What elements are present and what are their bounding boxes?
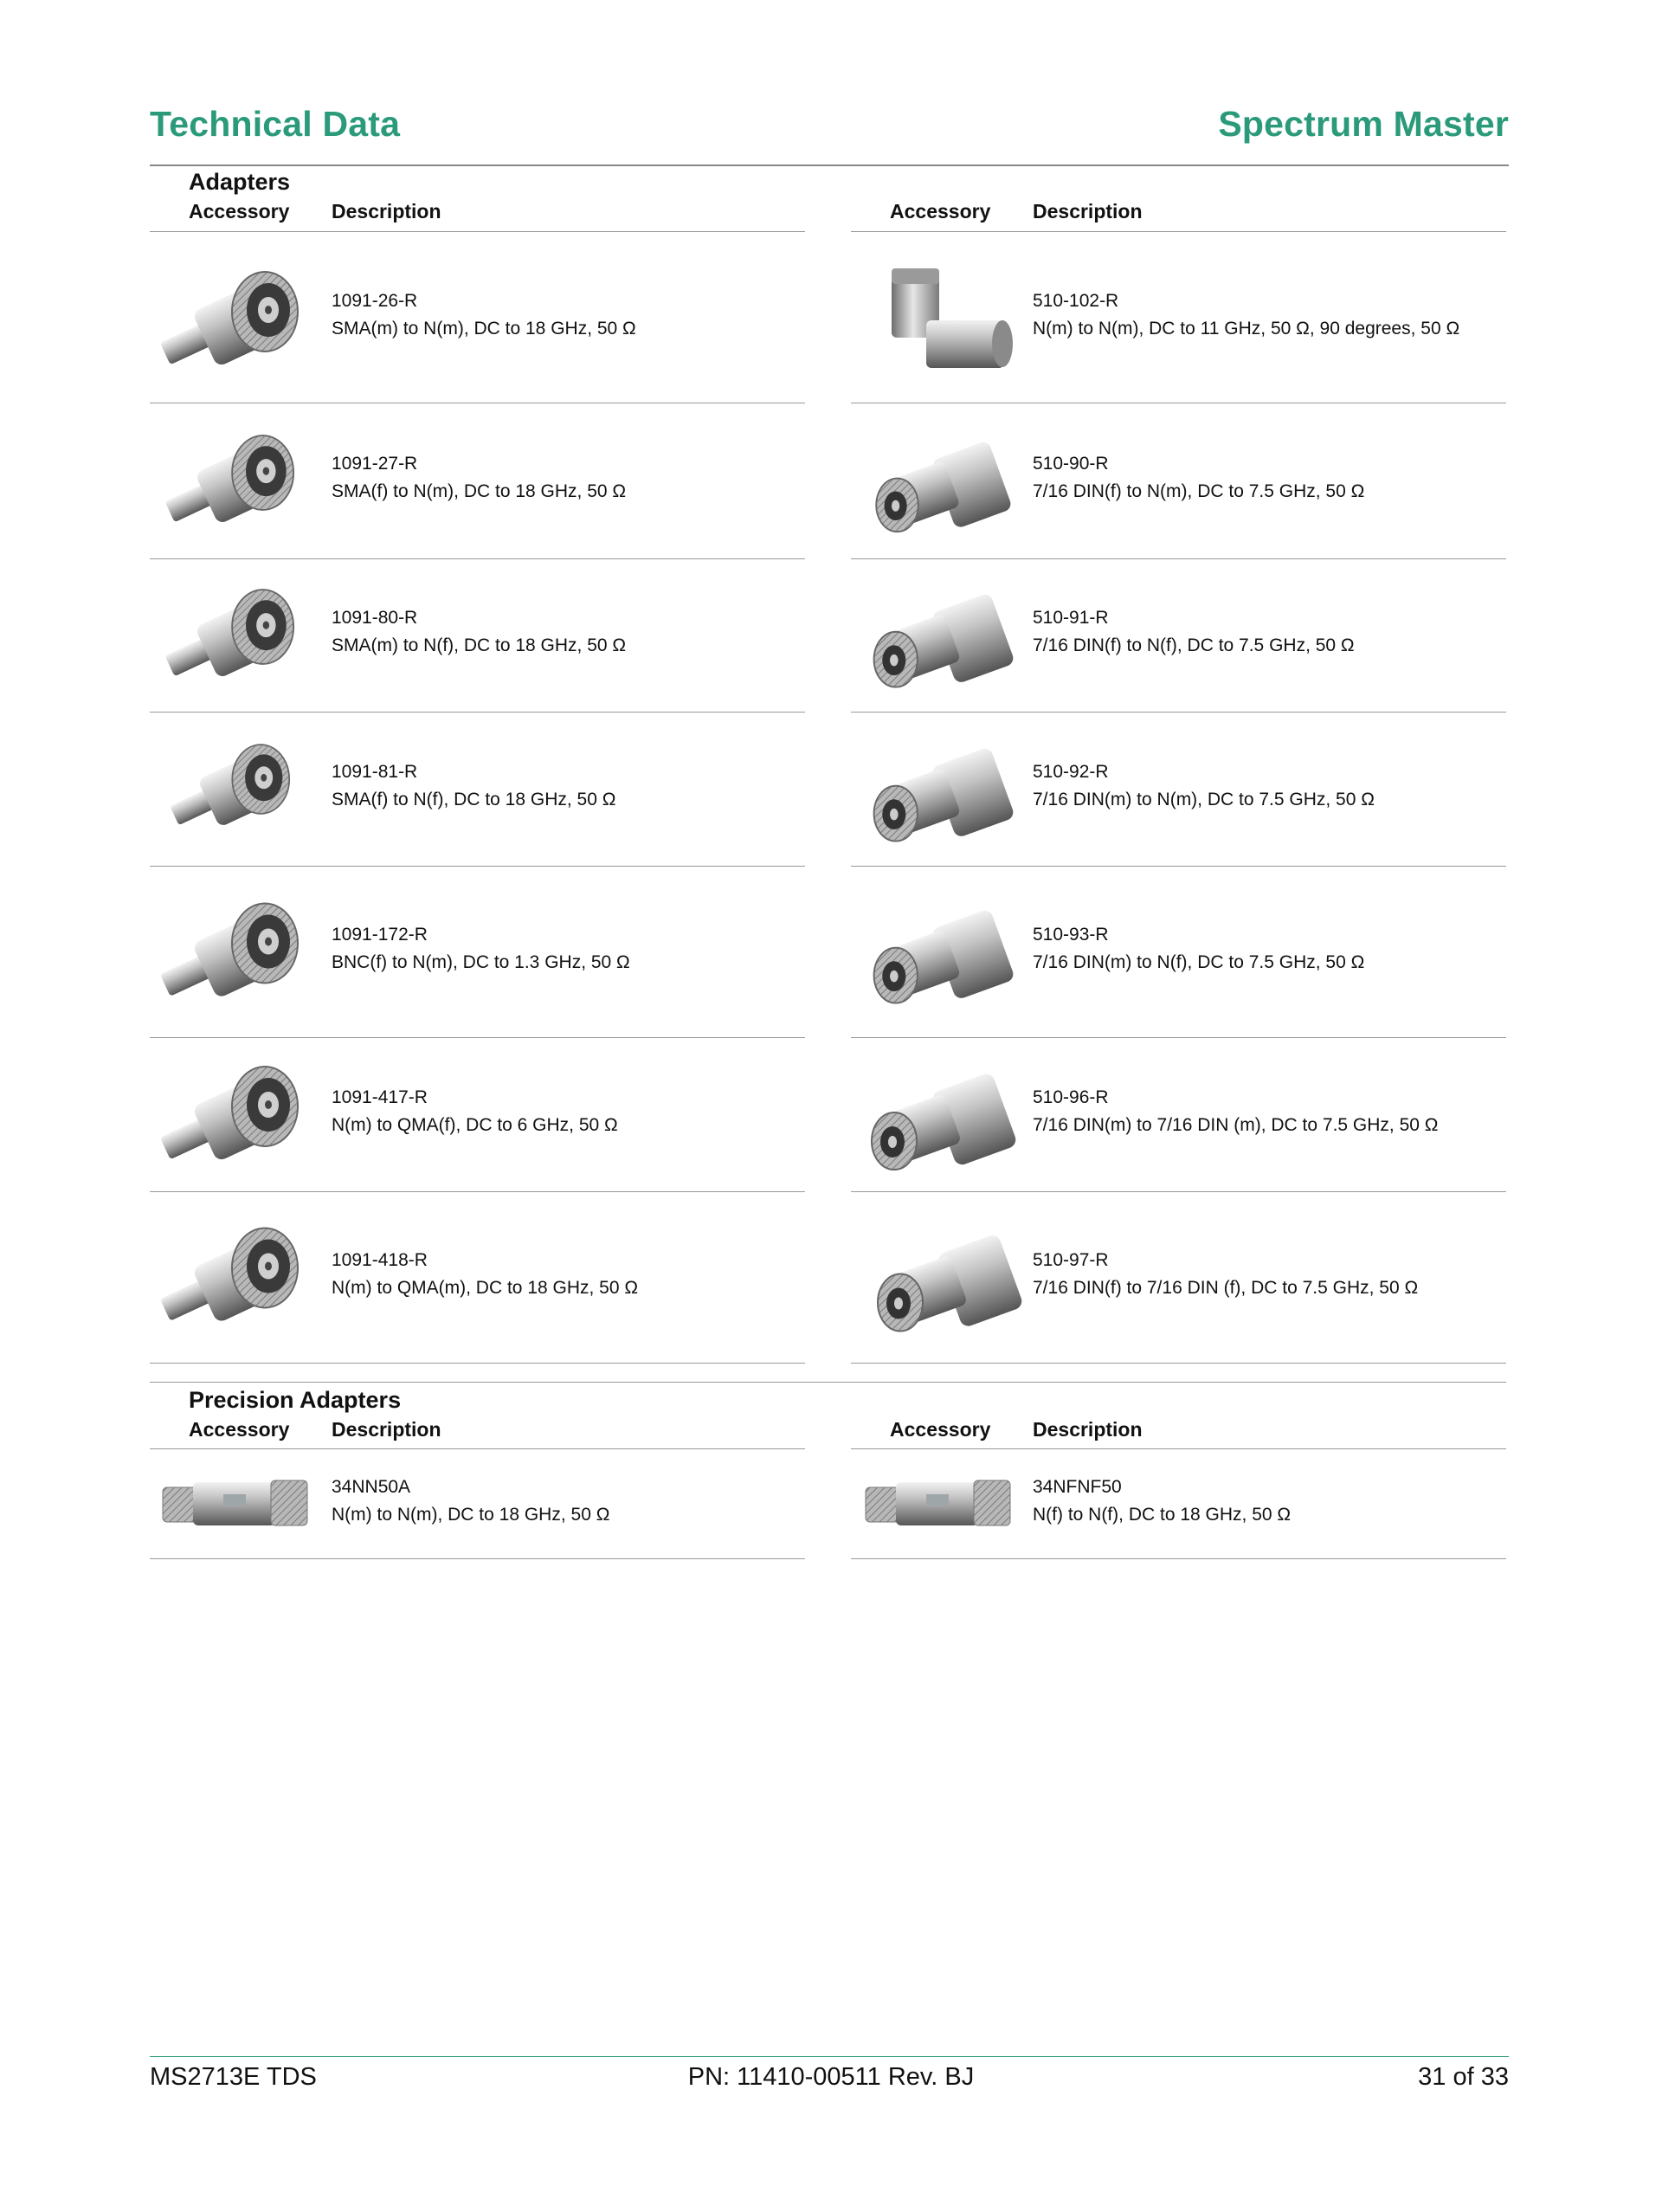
description-text: SMA(m) to N(m), DC to 18 GHz, 50 Ω [332, 319, 636, 339]
footer-divider [150, 2056, 1509, 2057]
accessory-description [332, 1247, 638, 1302]
part-number: 1091-172-R [332, 925, 428, 945]
qma-adapter-icon [154, 1214, 314, 1348]
part-number: 1091-27-R [332, 454, 418, 474]
accessory-description [1033, 758, 1375, 814]
part-number: 1091-417-R [332, 1087, 428, 1107]
accessory-description [1033, 1247, 1418, 1302]
description-text: SMA(f) to N(m), DC to 18 GHz, 50 Ω [332, 481, 627, 501]
din-adapter-icon [860, 576, 1020, 701]
description-text: 7/16 DIN(f) to 7/16 DIN (f), DC to 7.5 GHz, 50 Ω [1033, 1278, 1419, 1298]
description-text: N(m) to N(m), DC to 11 GHz, 50 Ω, 90 degrees, 50 Ω [1033, 319, 1460, 339]
part-number: 1091-80-R [332, 608, 418, 628]
n-male-adapter-icon [154, 260, 314, 390]
section-title-precision-adapters: Precision Adapters [189, 1387, 402, 1413]
header-spectrum-master: Spectrum Master [1218, 104, 1509, 144]
din-din-adapter-icon [860, 1054, 1020, 1184]
column-header-accessory-left: Accessory [189, 1418, 290, 1441]
accessory-description [1033, 604, 1355, 660]
accessory-description [332, 758, 615, 814]
din-adapter-icon [860, 424, 1020, 545]
row-divider [150, 1558, 805, 1559]
part-number: 34NN50A [332, 1477, 411, 1497]
header-rule-left [150, 231, 805, 232]
accessory-description [332, 604, 626, 660]
row-divider [851, 1037, 1506, 1038]
header-divider [150, 164, 1509, 166]
part-number: 34NFNF50 [1033, 1477, 1122, 1497]
accessory-description [332, 1474, 609, 1529]
row-divider [150, 1363, 805, 1364]
row-divider [851, 1363, 1506, 1364]
part-number: 1091-81-R [332, 762, 418, 782]
footer-page-number: 31 of 33 [1418, 2063, 1509, 2091]
part-number: 510-92-R [1033, 762, 1109, 782]
qma-adapter-icon [154, 1054, 314, 1184]
column-header-accessory-right: Accessory [890, 1418, 991, 1441]
column-header-description-left: Description [332, 1418, 441, 1441]
bnc-adapter-icon [154, 885, 314, 1028]
row-divider [150, 1191, 805, 1192]
header-rule-left [150, 1448, 805, 1449]
description-text: BNC(f) to N(m), DC to 1.3 GHz, 50 Ω [332, 952, 630, 972]
part-number: 510-91-R [1033, 608, 1109, 628]
n-female-adapter-icon [154, 734, 314, 847]
din-adapter-icon [860, 730, 1020, 855]
description-text: 7/16 DIN(m) to N(f), DC to 7.5 GHz, 50 Ω [1033, 952, 1365, 972]
row-divider [851, 866, 1506, 867]
column-header-accessory-right: Accessory [890, 200, 991, 222]
part-number: 510-93-R [1033, 925, 1109, 945]
part-number: 510-97-R [1033, 1250, 1109, 1270]
accessory-description [1033, 921, 1364, 977]
description-text: N(m) to QMA(m), DC to 18 GHz, 50 Ω [332, 1278, 639, 1298]
description-text: N(m) to N(m), DC to 18 GHz, 50 Ω [332, 1505, 610, 1525]
accessory-description [332, 1084, 618, 1139]
column-header-accessory-left: Accessory [189, 200, 290, 222]
n-male-adapter-icon [154, 424, 314, 545]
accessory-description [1033, 1084, 1439, 1139]
column-header-description-right: Description [1033, 1418, 1143, 1441]
din-adapter-icon [860, 892, 1020, 1017]
row-divider [150, 712, 805, 713]
row-divider [150, 1037, 805, 1038]
part-number: 510-90-R [1033, 454, 1109, 474]
row-divider [851, 712, 1506, 713]
n-female-adapter-icon [154, 578, 314, 700]
part-number: 510-102-R [1033, 291, 1119, 311]
header-technical-data: Technical Data [150, 104, 401, 144]
row-divider [150, 558, 805, 559]
row-divider [851, 1558, 1506, 1559]
description-text: SMA(f) to N(f), DC to 18 GHz, 50 Ω [332, 790, 616, 809]
header-rule-right [851, 231, 1506, 232]
row-divider [150, 866, 805, 867]
description-text: N(f) to N(f), DC to 18 GHz, 50 Ω [1033, 1505, 1292, 1525]
accessory-description [1033, 450, 1364, 506]
precision-adapter-icon [154, 1463, 314, 1541]
description-text: 7/16 DIN(f) to N(m), DC to 7.5 GHz, 50 Ω [1033, 481, 1365, 501]
part-number: 510-96-R [1033, 1087, 1109, 1107]
accessory-description [332, 450, 626, 506]
footer-document-id: MS2713E TDS [150, 2063, 317, 2091]
accessory-description [1033, 1474, 1291, 1529]
precision-adapter-icon [857, 1463, 1017, 1541]
right-angle-adapter-icon [866, 260, 1026, 390]
accessory-description [1033, 287, 1459, 343]
description-text: N(m) to QMA(f), DC to 6 GHz, 50 Ω [332, 1115, 618, 1135]
section-title-adapters: Adapters [189, 169, 291, 195]
header-rule-right [851, 1448, 1506, 1449]
footer-part-number: PN: 11410-00511 Rev. BJ [687, 2063, 975, 2091]
accessory-description [332, 287, 636, 343]
din-din-adapter-icon [866, 1214, 1026, 1348]
description-text: SMA(m) to N(f), DC to 18 GHz, 50 Ω [332, 635, 627, 655]
section-divider [150, 1382, 1506, 1383]
description-text: 7/16 DIN(m) to N(m), DC to 7.5 GHz, 50 Ω [1033, 790, 1375, 809]
row-divider [851, 1191, 1506, 1192]
row-divider [851, 558, 1506, 559]
part-number: 1091-418-R [332, 1250, 428, 1270]
accessory-description [332, 921, 630, 977]
part-number: 1091-26-R [332, 291, 418, 311]
column-header-description-right: Description [1033, 200, 1143, 222]
column-header-description-left: Description [332, 200, 441, 222]
description-text: 7/16 DIN(m) to 7/16 DIN (m), DC to 7.5 GHz, 50 Ω [1033, 1115, 1439, 1135]
description-text: 7/16 DIN(f) to N(f), DC to 7.5 GHz, 50 Ω [1033, 635, 1355, 655]
